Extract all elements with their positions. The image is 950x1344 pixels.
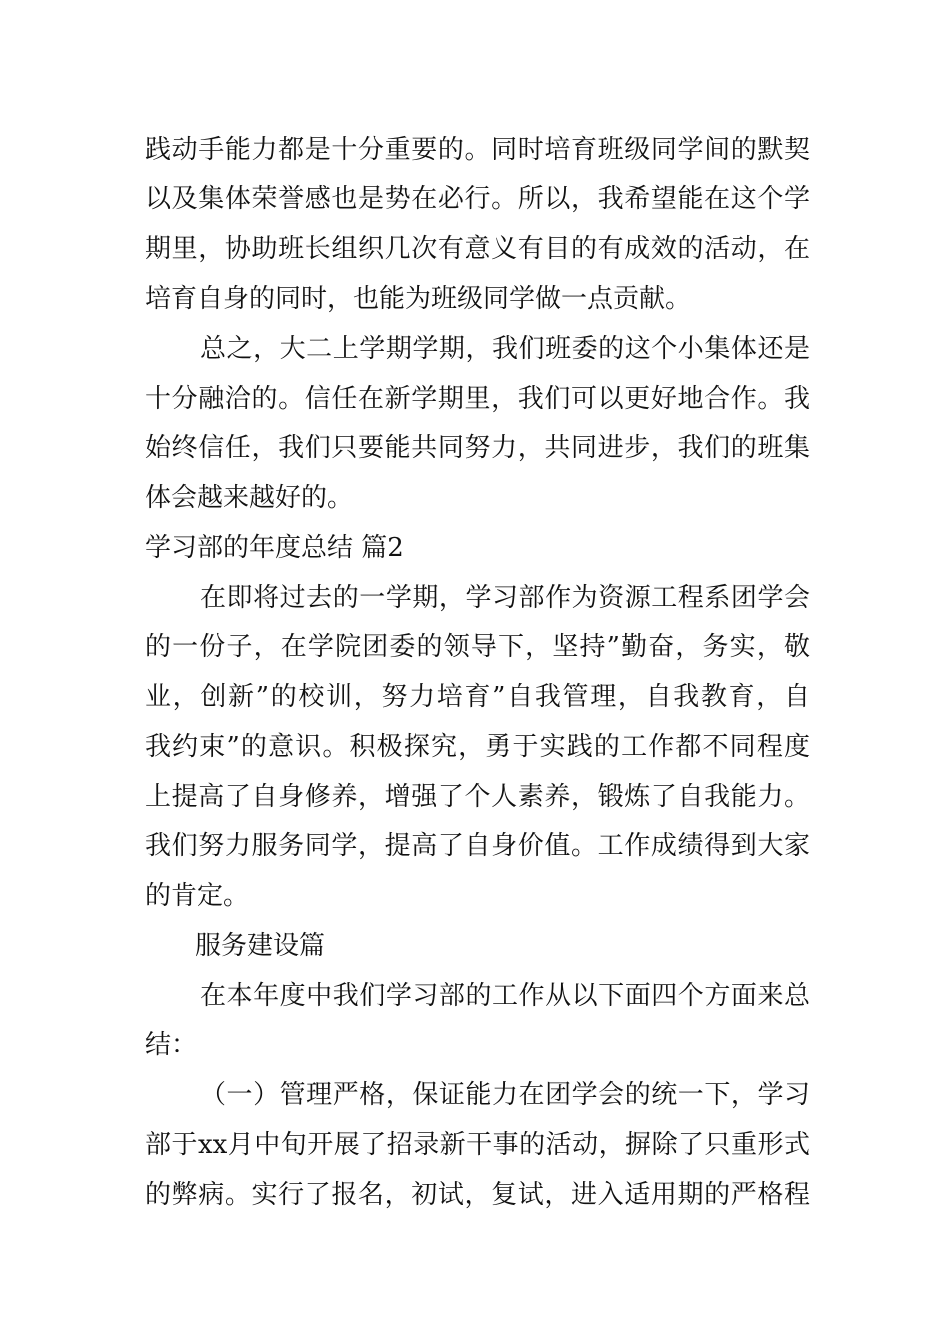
paragraph-line: 培育自身的同时，也能为班级同学做一点贡献。 — [145, 284, 692, 314]
section-heading: 学习部的年度总结 篇2 — [145, 533, 404, 563]
paragraph-line: 体会越来越好的。 — [145, 483, 354, 513]
paragraph-line: 总之，大二上学期学期，我们班委的这个小集体还是 — [200, 334, 810, 364]
paragraph-line: （一）管理严格，保证能力在团学会的统一下，学习 — [200, 1080, 810, 1110]
paragraph-line: 期里，协助班长组织几次有意义有目的有成效的活动，在 — [145, 234, 810, 264]
paragraph-line: 始终信任，我们只要能共同努力，共同进步，我们的班集 — [145, 433, 810, 463]
paragraph-line: 践动手能力都是十分重要的。同时培育班级同学间的默契 — [145, 135, 810, 165]
paragraph-line: 结： — [145, 1030, 198, 1060]
paragraph-line: 我们努力服务同学，提高了自身价值。工作成绩得到大家 — [145, 831, 810, 861]
paragraph-line: 上提高了自身修养，增强了个人素养，锻炼了自我能力。 — [145, 782, 810, 812]
paragraph-line: 我约束”的意识。积极探究，勇于实践的工作都不同程度 — [145, 732, 810, 762]
paragraph-line: 的一份子，在学院团委的领导下，坚持”勤奋，务实，敬 — [145, 632, 810, 662]
paragraph-line: 在即将过去的一学期，学习部作为资源工程系团学会 — [200, 583, 810, 613]
paragraph-line: 的弊病。实行了报名，初试，复试，进入适用期的严格程 — [145, 1180, 810, 1210]
subsection-heading: 服务建设篇 — [195, 931, 326, 961]
paragraph-line: 业，创新”的校训，努力培育”自我管理，自我教育，自 — [145, 682, 810, 712]
paragraph-line: 以及集体荣誉感也是势在必行。所以，我希望能在这个学 — [145, 184, 810, 214]
paragraph-line: 的肯定。 — [145, 881, 250, 911]
paragraph-line: 十分融洽的。信任在新学期里，我们可以更好地合作。我 — [145, 384, 810, 414]
paragraph-line: 部于xx月中旬开展了招录新干事的活动，摒除了只重形式 — [145, 1130, 810, 1160]
paragraph-line: 在本年度中我们学习部的工作从以下面四个方面来总 — [200, 981, 810, 1011]
